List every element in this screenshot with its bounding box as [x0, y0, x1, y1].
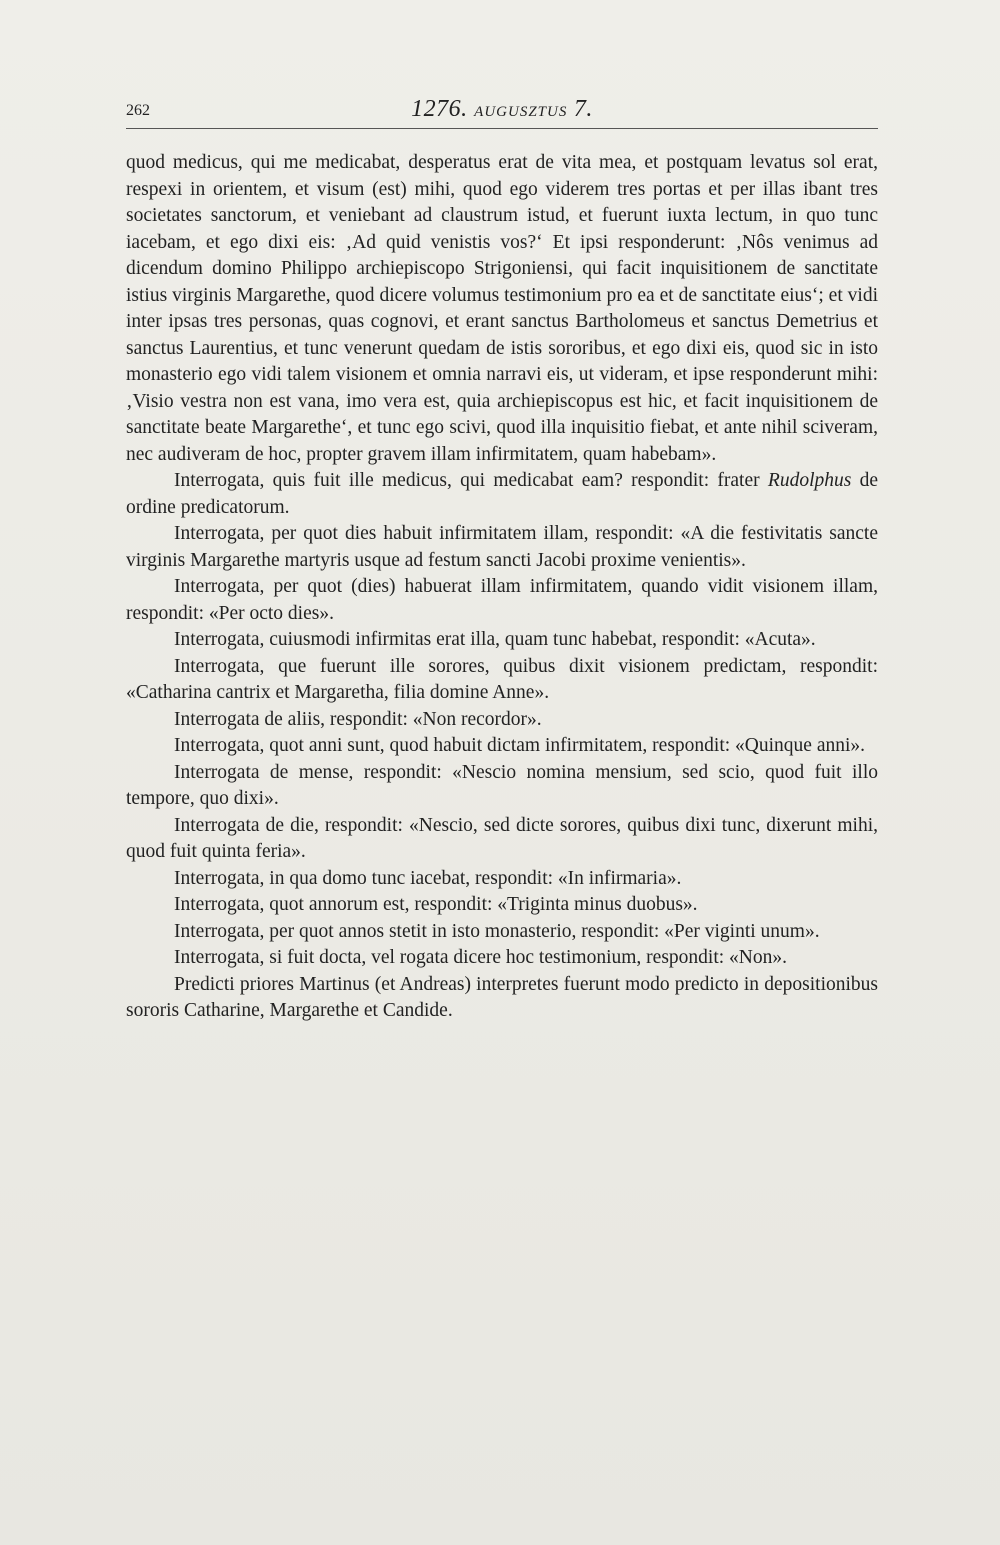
medicus-name: Rudolphus	[767, 470, 852, 491]
paragraph-6: Interrogata, que fuerunt ille sorores, quibus dixit visionem predictam, respondit: «Catharina cantrix et Margaretha, filia domine Anne».	[126, 655, 878, 703]
running-title-day: 7.	[573, 96, 593, 122]
paragraph-14: Interrogata, si fuit docta, vel rogata dicere hoc testimonium, respondit: «Non».	[174, 947, 787, 968]
running-title-year: 1276.	[411, 96, 468, 122]
paragraph-10: Interrogata de die, respondit: «Nescio, sed dicte sorores, quibus dixi tunc, dixerunt mihi, quod fuit quinta feria».	[126, 814, 878, 862]
paragraph-15: Predicti priores Martinus (et Andreas) interpretes fuerunt modo predicto in depositionibus sororis Catharine, Margarethe et Candide.	[126, 973, 878, 1021]
paragraph-13: Interrogata, per quot annos stetit in isto monasterio, respondit: «Per viginti unum».	[174, 920, 820, 942]
paragraph-8: Interrogata, quot anni sunt, quod habuit dictam infirmitatem, respondit: «Quinque anni».	[174, 735, 866, 756]
running-title	[126, 96, 878, 123]
paragraph-12: Interrogata, quot annorum est, respondit: «Triginta minus duobus».	[174, 894, 698, 915]
paragraph-5: Interrogata, cuiusmodi infirmitas erat illa, quam tunc habebat, respondit: «Acuta».	[174, 629, 816, 650]
page-number: 262	[126, 102, 150, 119]
paragraph-medicus	[126, 468, 878, 521]
paragraph-4: Interrogata, per quot (dies) habuerat illam infirmitatem, quando vidit visionem illam, respondit: «Per octo dies».	[126, 576, 878, 624]
running-title-month: AUGUSZTUS	[474, 104, 568, 120]
body-text	[126, 150, 878, 1025]
medicus-question: Interrogata, quis fuit ille medicus, qui medicabat eam? respondit: frater	[174, 470, 760, 491]
paragraph-7: Interrogata de aliis, respondit: «Non recordor».	[174, 708, 542, 730]
paragraph-11: Interrogata, in qua domo tunc iacebat, respondit: «In infirmaria».	[174, 867, 682, 889]
medicus-order: de ordine predicatorum.	[126, 470, 879, 518]
paragraph-1: quod medicus, qui me medicabat, desperatus erat de vita mea, et postquam levatus sol erat, respexi in orientem, et visum (est) mihi, quod ego viderem tres portas et per illas ibant tres societates sanctorum, et veniebant ad claustrum istud, et fuerunt iuxta lectum, in quo tunc iacebam, et ego dixi eis: ‚Ad quid venistis vos?‘ Et ipsi responderunt: ‚Nôs venimus ad dicendum domino Philippo archiepiscopo Strigoniensi, qui facit inquisitionem de sanctitate istius virginis Margarethe, quod dicere volumus testimonium pro ea et de sanctitate eius‘; et vidi inter ipsas tres personas, quas cognovi, et erant sanctus Bartholomeus et sanctus Demetrius et sanctus Laurentius, et tunc venerunt quedam de istis sororibus, et ego dixi eis, quod sic in isto monasterio ego vidi talem visionem et omnia narravi eis, ut videram, et ipse responderunt mihi: ‚Visio vestra non est vana, imo vera est, quia archiepiscopus est hic, et facit inquisitionem de sanctitate beate Margarethe‘, et tunc ego scivi, quod illa inquisitio fiebat, et ante nihil sciveram, nec audiveram de hoc, propter gravem illam infirmitatem, quam habebam».	[126, 152, 878, 465]
paragraph-3: Interrogata, per quot dies habuit infirmitatem illam, respondit: «A die festivitatis sancte virginis Margarethe martyris usque ad festum sancti Jacobi proxime venientis».	[126, 523, 878, 571]
paragraph-9: Interrogata de mense, respondit: «Nescio nomina mensium, sed scio, quod fuit illo tempore, quo dixi».	[126, 761, 878, 809]
page-header	[126, 96, 878, 129]
